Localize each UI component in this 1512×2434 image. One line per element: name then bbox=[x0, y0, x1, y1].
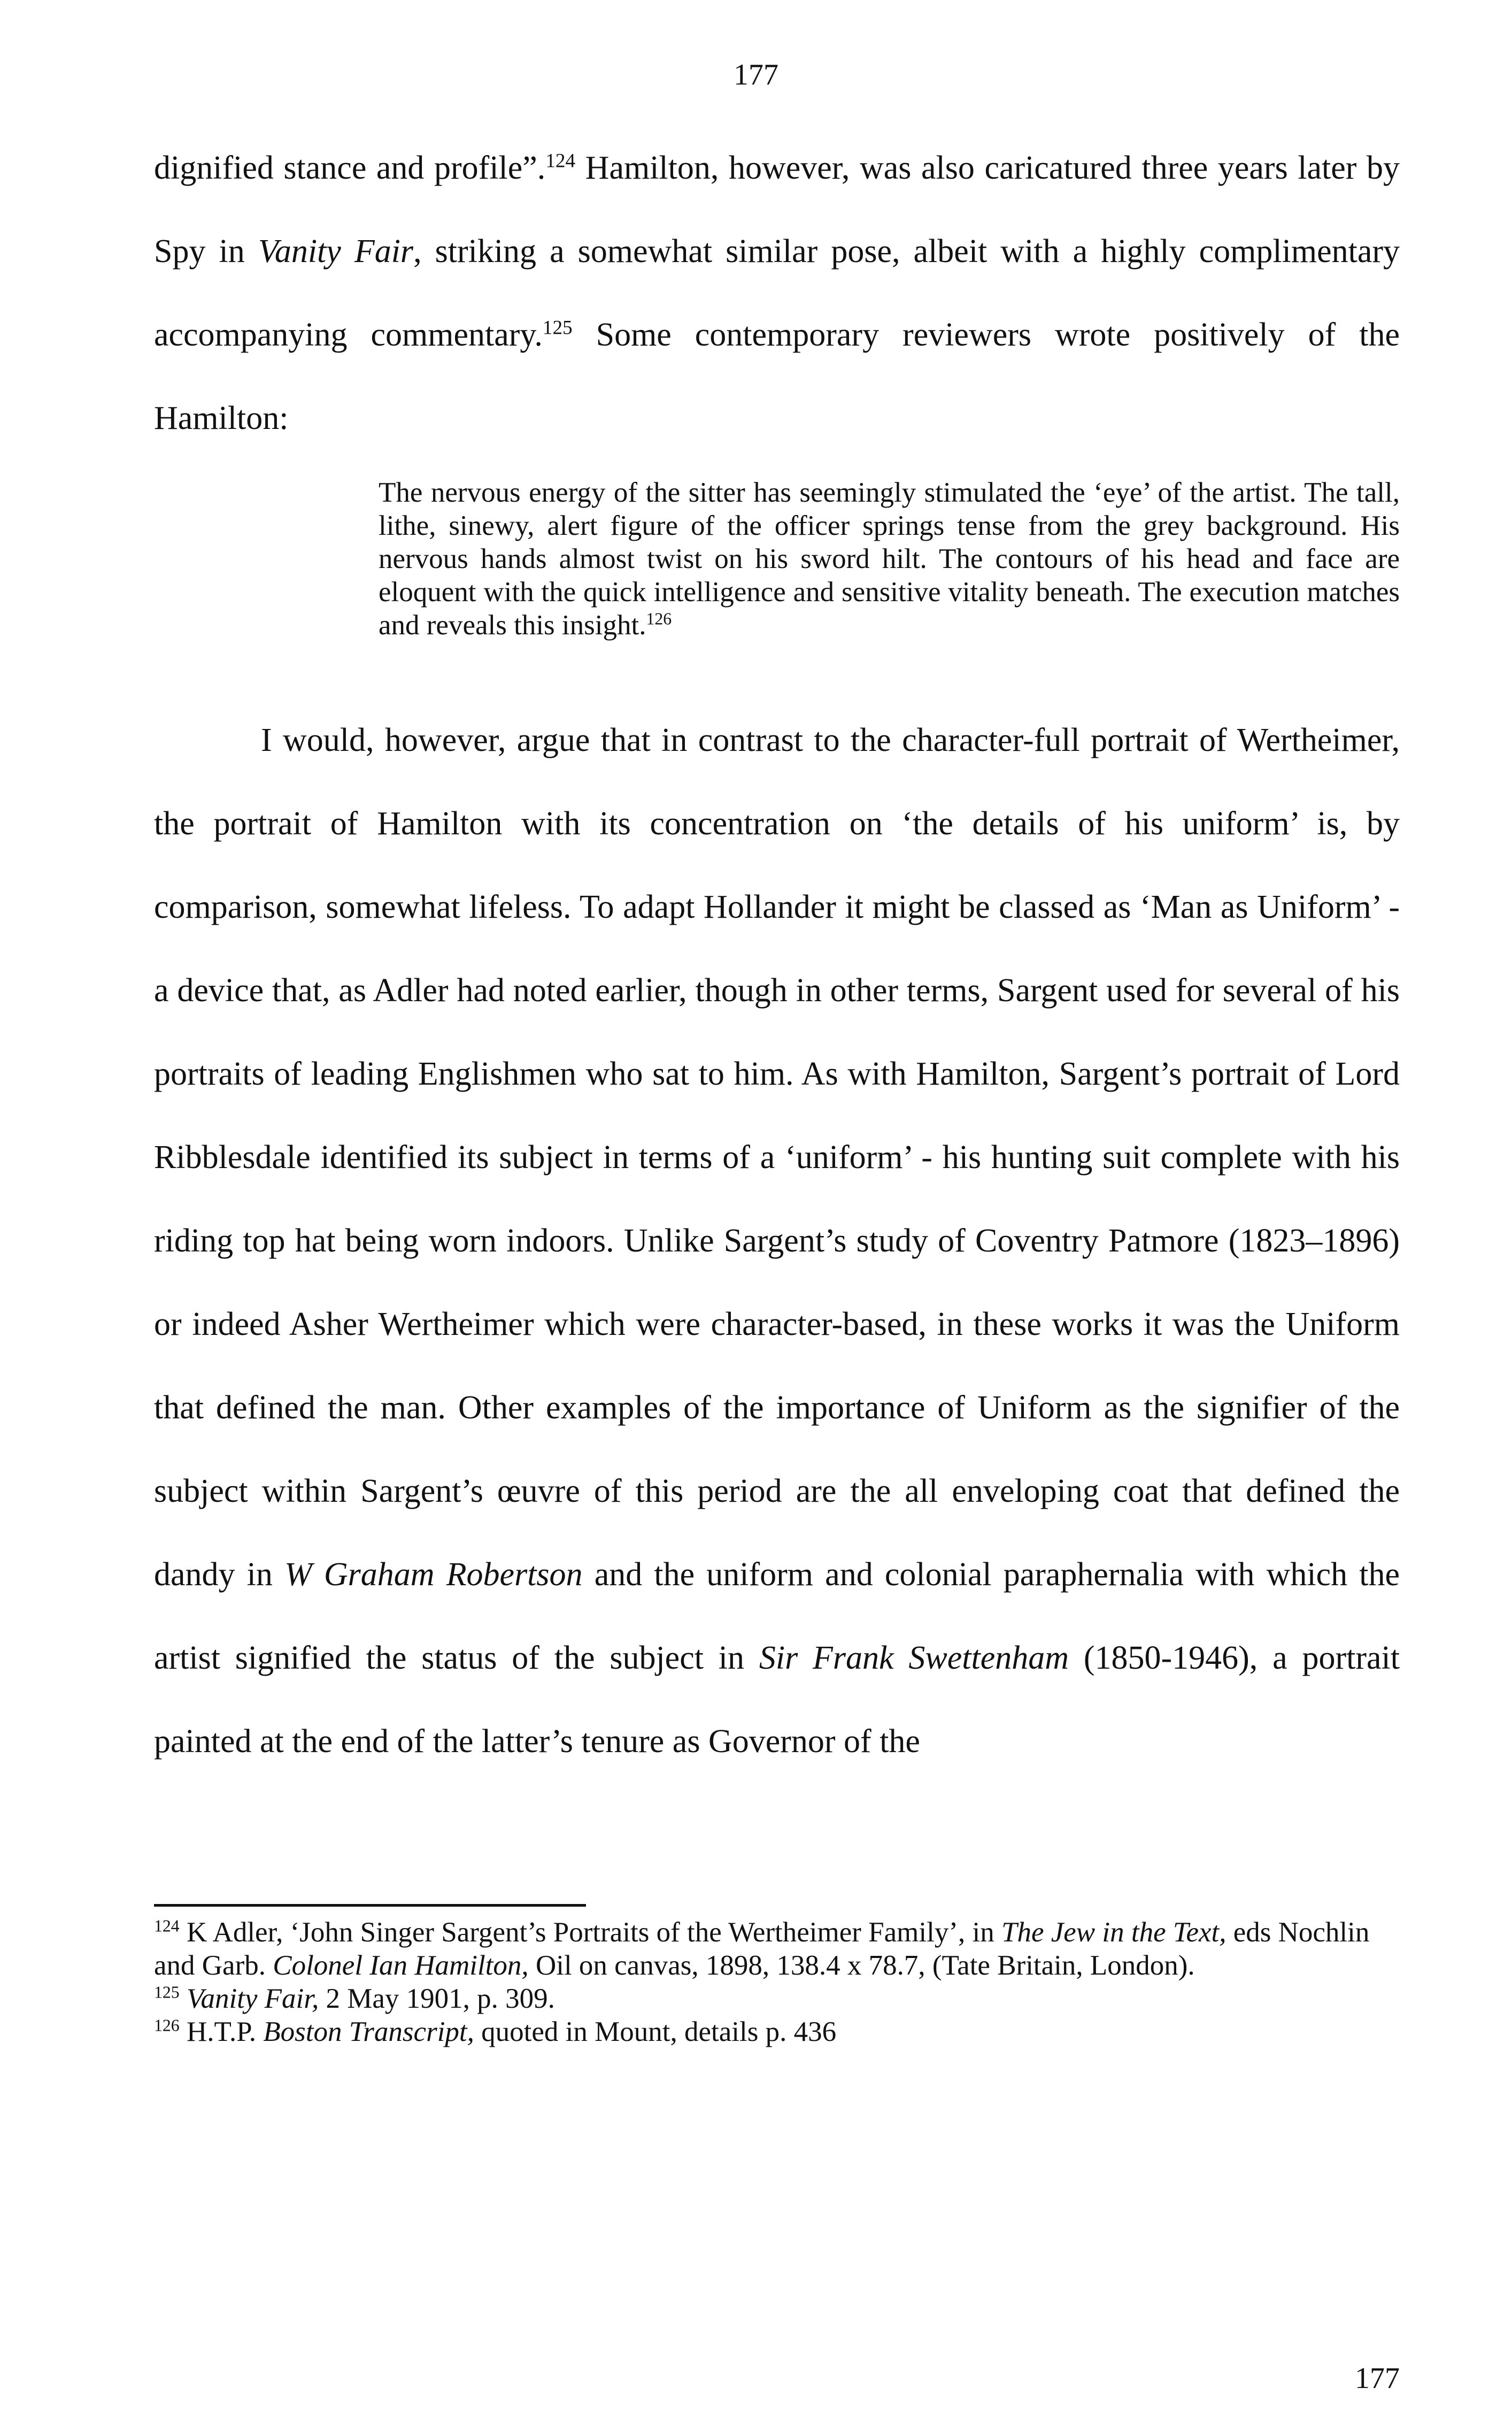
footnote-divider bbox=[154, 1904, 586, 1907]
paragraph-1-italic-vanity-fair: Vanity Fair bbox=[258, 233, 414, 270]
footnote-126 bbox=[154, 2015, 1400, 2048]
paragraph-1-text-1: dignified stance and profile”. bbox=[154, 150, 546, 186]
paragraph-1 bbox=[154, 126, 1400, 460]
page-number-bottom: 177 bbox=[1355, 2362, 1400, 2395]
footnote-italic: Vanity Fair, bbox=[186, 1983, 319, 2014]
footnote-125 bbox=[154, 1982, 1400, 2015]
footnote-italic: Boston Transcript, bbox=[263, 2016, 474, 2047]
paragraph-2-text-2: and the uniform and colonial paraphernalia with which the artist signified the status of the subject in bbox=[154, 1556, 1400, 1676]
paragraph-2-italic-swettenham: Sir Frank Swettenham bbox=[759, 1640, 1069, 1676]
footnote-text: K Adler, ‘John Singer Sargent’s Portraits of the Wertheimer Family’, in bbox=[179, 1917, 1001, 1948]
footnote-ref-126: 126 bbox=[646, 609, 672, 628]
paragraph-2 bbox=[154, 698, 1400, 1783]
footnote-number: 124 bbox=[154, 1916, 180, 1936]
footnote-text: H.T.P. bbox=[179, 2016, 264, 2047]
footnote-text bbox=[180, 1983, 187, 2014]
footnote-number: 126 bbox=[154, 2016, 180, 2035]
footnote-text: Oil on canvas, 1898, 138.4 x 78.7, (Tate Britain, London). bbox=[528, 1950, 1195, 1981]
block-quote-text: The nervous energy of the sitter has seemingly stimulated the ‘eye’ of the artist. The tall, lithe, sinewy, alert figure of the officer springs tense from the grey background. His nervous hands almost twist on his sword hilt. The contours of his head and face are eloquent with the quick intelligence and sensitive vitality beneath. The execution matches and reveals this insight. bbox=[379, 477, 1400, 641]
footnote-text: eds Nochlin and Garb. bbox=[154, 1917, 1370, 1981]
block-quote bbox=[379, 476, 1400, 642]
page-number-top: 177 bbox=[734, 58, 778, 91]
paragraph-1-text-3: , striking a somewhat similar pose, albeit with a highly complimentary accompanying commentary. bbox=[154, 233, 1400, 353]
footnote-ref-125: 125 bbox=[542, 317, 573, 339]
paragraph-2-text-1: I would, however, argue that in contrast to the character-full portrait of Wertheimer, the portrait of Hamilton with its concentration on ‘the details of his uniform’ is, by comparison, somewhat lifeless. To adapt Hollander it might be classed as ‘Man as Uniform’ - a device that, as Adler had noted earlier, though in other terms, Sargent used for several of his portraits of leading Englishmen who sat to him. As with Hamilton, Sargent’s portrait of Lord Ribblesdale identified its subject in terms of a ‘uniform’ - his hunting suit complete with his riding top hat being worn indoors. Unlike Sargent’s study of Coventry Patmore (1823–1896) or indeed Asher Wertheimer which were character-based, in these works it was the Uniform that defined the man. Other examples of the importance of Uniform as the signifier of the subject within Sargent’s œuvre of this period are the all enveloping coat that defined the dandy in bbox=[154, 722, 1400, 1593]
paragraph-2-text-3: (1850-1946), a portrait painted at the end of the latter’s tenure as Governor of the bbox=[154, 1640, 1400, 1760]
footnote-text: 2 May 1901, p. 309. bbox=[319, 1983, 555, 2014]
paragraph-1-text-2: Hamilton, however, was also caricatured three years later by Spy in bbox=[154, 150, 1400, 270]
footnote-text: quoted in Mount, details p. 436 bbox=[474, 2016, 837, 2047]
paragraph-1-text-4: Some contemporary reviewers wrote positively of the Hamilton: bbox=[154, 317, 1400, 436]
footnote-124 bbox=[154, 1916, 1400, 1982]
footnote-number: 125 bbox=[154, 1983, 180, 2002]
paragraph-2-italic-robertson: W Graham Robertson bbox=[284, 1556, 583, 1593]
footnote-italic: Colonel Ian Hamilton, bbox=[273, 1950, 529, 1981]
footnote-italic: The Jew in the Text, bbox=[1001, 1917, 1226, 1948]
footnote-ref-124: 124 bbox=[545, 150, 576, 172]
footnotes bbox=[154, 1916, 1400, 2048]
